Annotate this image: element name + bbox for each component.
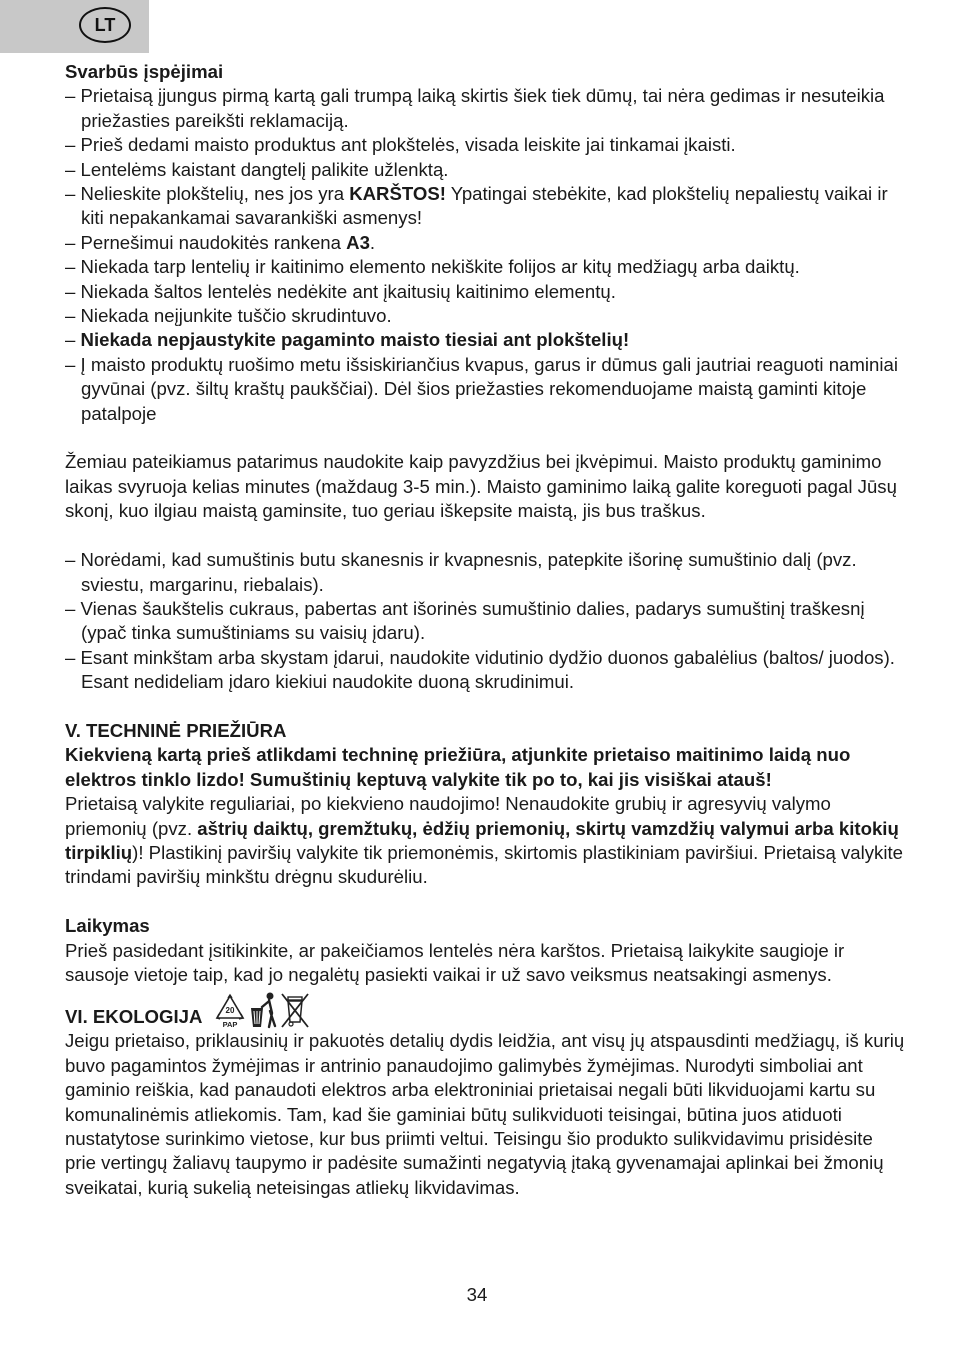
ecology-text: Jeigu prietaiso, priklausinių ir pakuotės detalių dydis leidžia, ant visų jų atspausdinti medžiagų, iš kurių buvo pagamintos žymėjimas ir antrinio panaudojimo galimybės žymėjimas. Nurodyti simboliai ant gaminio reiškia, kad panaudoti elektros arba elektroniniai prietaisai negali būti likviduojami kartu su komunalinėmis atliekomis. Tam, kad šie gaminiai būtų sulikviduoti teisingai, būtina juos atiduoti nustatytose surinkimo vietose, kur bus priimti veltui. Teisingu šio produkto sulikvidavimu prisidėsite prie vertingų žaliavų taupymo ir padėsite sumažinti negatyvią įtaką gyvenamajai aplinkai bei žmonių sveikatai, kurią sukelią neteisingas atliekų likvidavimas. — [65, 1030, 905, 1198]
warning-item: – Į maisto produktų ruošimo metu išsiskiriančius kvapus, garus ir dūmus gali jautriai reaguoti naminiai gyvūnai (pvz. šiltų kraštų paukščiai). Dėl šios priežasties rekomenduojame maistą gaminti kitoje patalpoje — [65, 353, 898, 424]
warning-item — [65, 182, 905, 231]
tidyman-icon — [248, 991, 278, 1029]
warning-item: – Prieš dedami maisto produktus ant plokštelės, visada leiskite jai tinkamai įkaisti. — [65, 134, 736, 156]
language-tab — [0, 0, 149, 53]
crossed-bin-icon — [280, 991, 310, 1029]
warning-item: – Niekada neįjunkite tuščio skrudintuvo. — [65, 305, 392, 327]
recycle-code: PAP — [222, 1020, 238, 1030]
warning-item-emphasis: KARŠTOS! — [349, 183, 446, 205]
recycle-paper-icon — [214, 993, 246, 1029]
tips-intro: Žemiau pateikiamus patarimus naudokite kaip pavyzdžius bei įkvėpimui. Maisto produktų gaminimo laikas svyruoja kelias minutes (maždaug 3-5 min.). Maisto gaminimo laiką galite koreguoti pagal Jūsų skonį, kuo ilgiau maistą gaminsite, tuo geriau iškepsite maistą, jis bus traškus. — [65, 451, 897, 522]
warning-item — [65, 328, 905, 352]
warning-item-emphasis: Niekada nepjaustykite pagaminto maisto tiesiai ant plokštelių! — [80, 329, 630, 351]
language-badge: LT — [79, 7, 131, 43]
warning-item: – Niekada tarp lentelių ir kaitinimo elemento nekiškite folijos ar kitų medžiagų arba daiktų. — [65, 256, 800, 278]
ecology-heading — [65, 989, 905, 1029]
page-content — [65, 60, 905, 1200]
tip-item: – Norėdami, kad sumuštinis butu skanesnis ir kvapnesnis, patepkite išorinę sumuštinio dalį (pvz. sviestu, margarinu, riebalais). — [65, 549, 857, 595]
maintenance-text-part: Prietaisą valykite reguliariai, po kiekvieno naudojimo! Nenaudokite grubių ir agresyvių valymo priemonių (pvz. — [65, 793, 831, 839]
ecology-icons — [214, 991, 310, 1029]
tip-item: – Esant minkštam arba skystam įdarui, naudokite vidutinio dydžio duonos gabalėlius (baltos/ juodos). Esant nedideliam įdaro kiekiui naudokite duoną skrudinimui. — [65, 646, 895, 693]
storage-title: Laikymas — [65, 915, 150, 937]
page-number: 34 — [466, 1284, 488, 1305]
maintenance-emphasis: aštrių daiktų, gremžtukų, ėdžių priemonių, skirtų vamzdžių valymui arba kitokių tirpiklių — [65, 817, 899, 863]
maintenance-warning: Kiekvieną kartą prieš atlikdami techninę priežiūra, atjunkite prietaiso maitinimo laidą nuo elektros tinklo lizdo! Sumuštinių keptuvą valykite tik po to, kai jis visiškai atauš! — [65, 744, 851, 790]
warning-item: – Prietaisą įjungus pirmą kartą gali trumpą laiką skirtis šiek tiek dūmų, tai nėra gedimas ir nesuteikia priežasties pareikšti reklamaciją. — [65, 85, 885, 131]
warnings-title: Svarbūs įspėjimai — [65, 61, 224, 82]
maintenance-text-part: )! Plastikinį paviršių valykite tik priemonėmis, skirtomis plastikiniam paviršiui. Prietaisą valykite trindami paviršių minkštu drėgnu skudurėliu. — [65, 841, 903, 888]
warning-item-text: – — [65, 329, 81, 351]
warning-item-text: – Pernešimui naudokitės rankena — [65, 231, 347, 253]
warning-item — [65, 231, 905, 255]
warning-item-text: Ypatingai stebėkite, kad plokštelių nepaliestų vaikai ir kiti nepakankamai savarankiški asmenys! — [81, 183, 888, 229]
warning-item-text: – Nelieskite plokštelių, nes jos yra — [65, 183, 350, 205]
recycle-number: 20 — [225, 1006, 235, 1016]
warning-item: – Lentelėms kaistant dangtelį palikite užlenktą. — [65, 158, 449, 180]
storage-text: Prieš pasidedant įsitikinkite, ar pakeičiamos lentelės nėra karštos. Prietaisą laikykite saugioje ir sausoje vietoje taip, kad jo negalėtų pasiekti vaikai ir už savo veiksmus neatsakingi asmenys. — [65, 939, 845, 985]
ecology-title: VI. EKOLOGIJA — [65, 1005, 203, 1027]
tip-item: – Vienas šaukštelis cukraus, pabertas ant išorinės sumuštinio dalies, padarys sumuštinį traškesnį (ypač tinka sumuštiniams su vaisių įdaru). — [65, 597, 865, 644]
warning-item-emphasis: A3 — [346, 231, 370, 253]
maintenance-title: V. TECHNINĖ PRIEŽIŪRA — [65, 719, 287, 741]
warning-item-text: . — [369, 231, 376, 253]
warning-item: – Niekada šaltos lentelės nedėkite ant įkaitusių kaitinimo elementų. — [65, 280, 616, 302]
maintenance-text — [65, 792, 905, 890]
